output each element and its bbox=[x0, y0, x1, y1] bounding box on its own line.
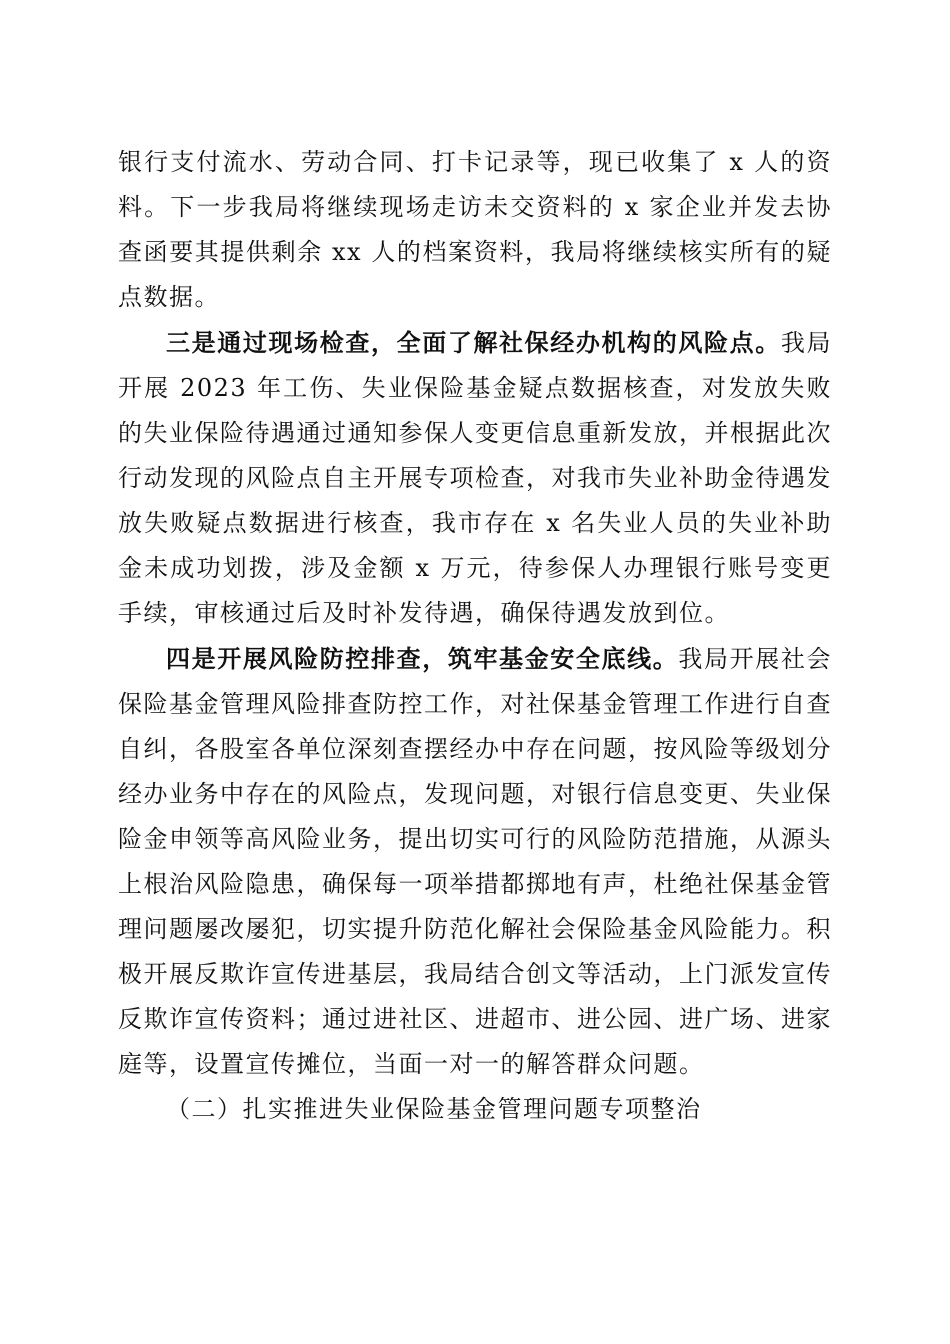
paragraph-point-four bbox=[118, 636, 832, 1087]
paragraph-text: 银行支付流水、劳动合同、打卡记录等，现已收集了 x 人的资料。下一步我局将继续现场走访未交资料的 x 家企业并发去协查函要其提供剩余 xx 人的档案资料，我局将继续核实所有的疑点数据。 bbox=[118, 148, 832, 311]
section-heading: （二）扎实推进失业保险基金管理问题专项整治 bbox=[166, 1095, 702, 1123]
paragraph-text: 我局开展社会保险基金管理风险排查防控工作，对社保基金管理工作进行自查自纠，各股室各单位深刻查摆经办中存在问题，按风险等级划分经办业务中存在的风险点，发现问题，对银行信息变更、失业保险金申领等高风险业务，提出切实可行的风险防范措施，从源头上根治风险隐患，确保每一项举措都掷地有声，杜绝社保基金管理问题屡改屡犯，切实提升防范化解社会保险基金风险能力。积极开展反欺诈宣传进基层，我局结合创文等活动，上门派发宣传反欺诈宣传资料；通过进社区、进超市、进公园、进广场、进家庭等，设置宣传摊位，当面一对一的解答群众问题。 bbox=[118, 645, 833, 1078]
paragraph-continuation bbox=[118, 140, 832, 320]
paragraph-lead: 四是开展风险防控排查，筑牢基金安全底线。 bbox=[166, 644, 679, 673]
paragraph-text: 我局开展 2023 年工伤、失业保险基金疑点数据核查，对发放失败的失业保险待遇通过通知参保人变更信息重新发放，并根据此次行动发现的风险点自主开展专项检查，对我市失业补助金待遇发放失败疑点数据进行核查，我市存在 x 名失业人员的失业补助金未成功划拨，涉及金额 x 万元，待参保人办理银行账号变更手续，审核通过后及时补发待遇，确保待遇发放到位。 bbox=[118, 329, 833, 627]
paragraph-point-three bbox=[118, 320, 832, 636]
paragraph-lead: 三是通过现场检查，全面了解社保经办机构的风险点。 bbox=[166, 328, 781, 357]
